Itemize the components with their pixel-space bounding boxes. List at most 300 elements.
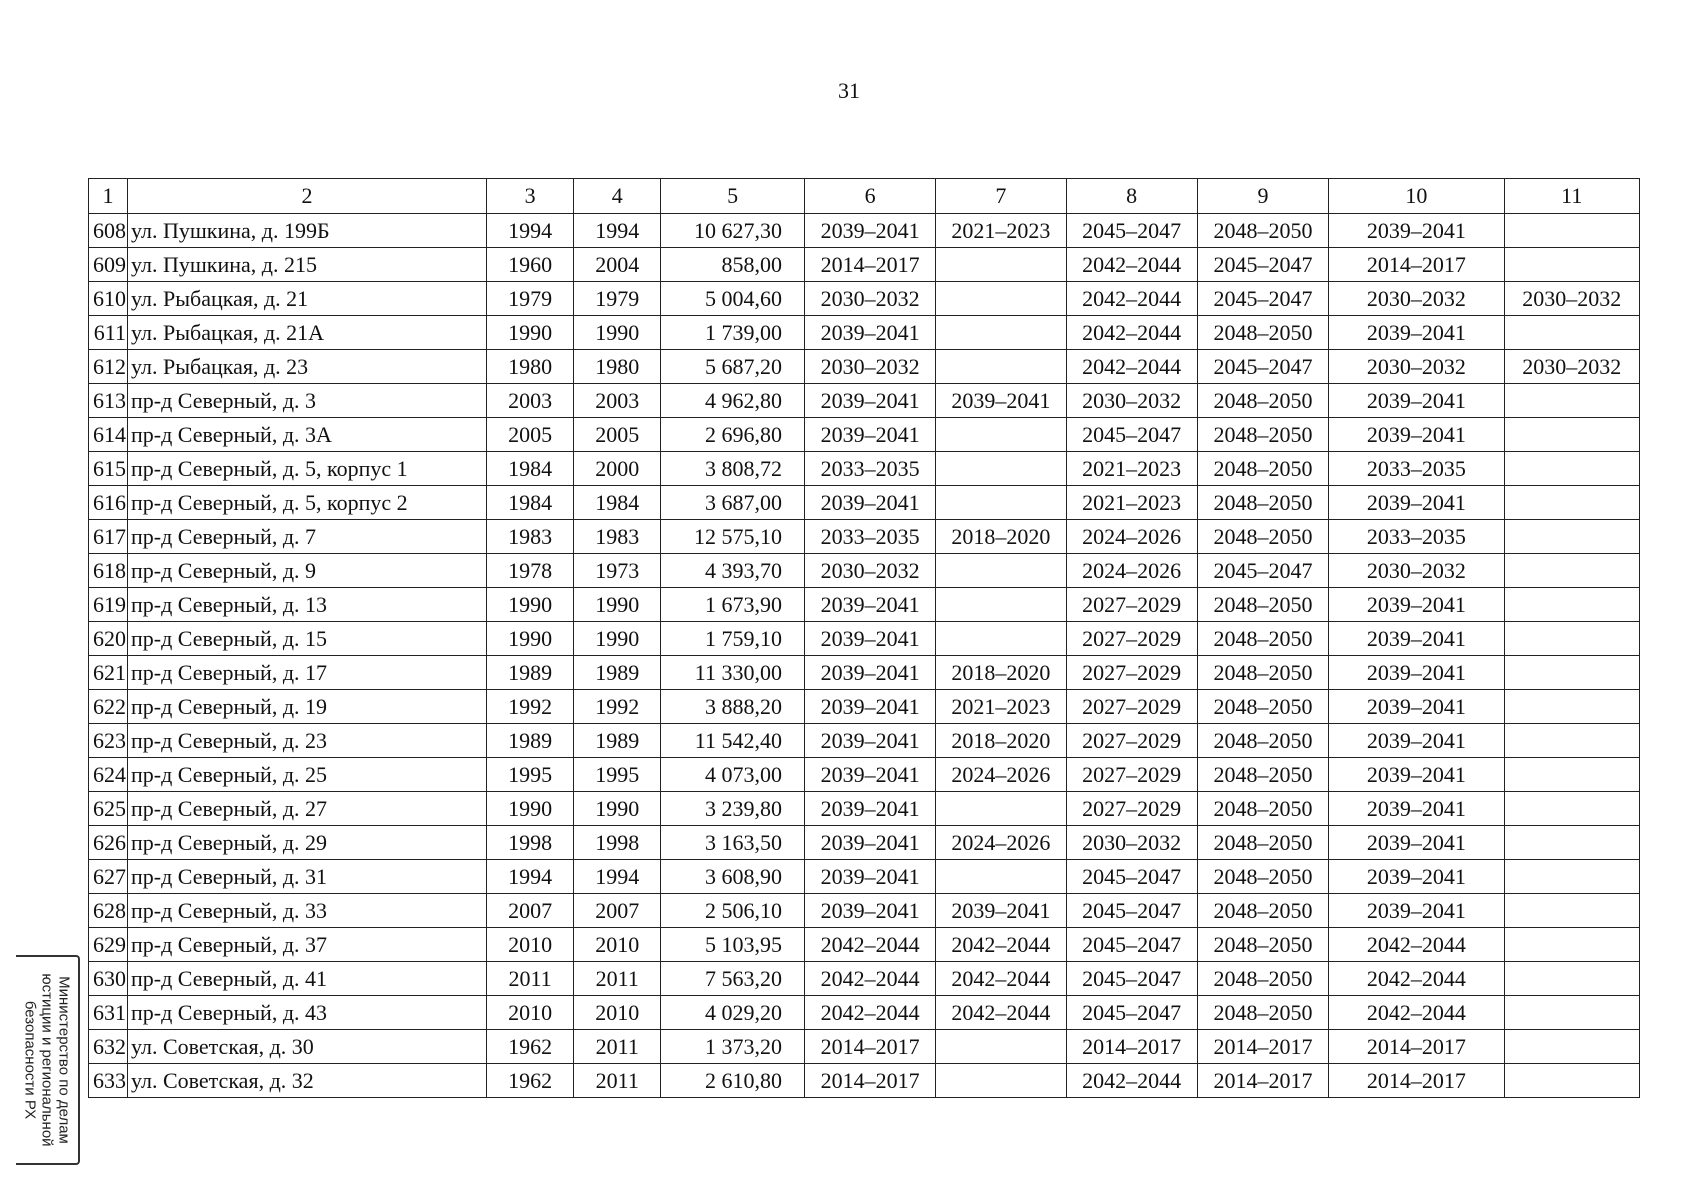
cell-col-7: 2039–2041	[936, 384, 1066, 418]
table-row	[89, 214, 1640, 248]
col-header-2: 2	[127, 179, 486, 214]
cell-col-11	[1504, 486, 1639, 520]
cell-col-7	[936, 452, 1066, 486]
cell-col-3: 1998	[486, 826, 573, 860]
cell-col-5: 12 575,10	[661, 520, 805, 554]
cell-col-9: 2048–2050	[1197, 316, 1328, 350]
cell-col-5: 5 687,20	[661, 350, 805, 384]
cell-col-4: 1998	[574, 826, 661, 860]
cell-col-6: 2039–2041	[804, 894, 935, 928]
cell-col-9: 2048–2050	[1197, 588, 1328, 622]
cell-col-1: 612	[89, 350, 128, 384]
table-row	[89, 928, 1640, 962]
cell-col-7: 2018–2020	[936, 520, 1066, 554]
cell-col-11	[1504, 826, 1639, 860]
table-row	[89, 724, 1640, 758]
cell-col-6: 2033–2035	[804, 452, 935, 486]
cell-col-3: 1983	[486, 520, 573, 554]
cell-col-2: пр-д Северный, д. 19	[127, 690, 486, 724]
cell-col-8: 2045–2047	[1066, 962, 1197, 996]
cell-col-8: 2045–2047	[1066, 418, 1197, 452]
cell-col-2: ул. Рыбацкая, д. 23	[127, 350, 486, 384]
cell-col-9: 2045–2047	[1197, 282, 1328, 316]
cell-col-9: 2048–2050	[1197, 520, 1328, 554]
cell-col-10: 2039–2041	[1329, 894, 1504, 928]
cell-col-11	[1504, 792, 1639, 826]
cell-col-7: 2042–2044	[936, 996, 1066, 1030]
cell-col-9: 2048–2050	[1197, 928, 1328, 962]
cell-col-8: 2027–2029	[1066, 588, 1197, 622]
cell-col-7	[936, 248, 1066, 282]
cell-col-6: 2033–2035	[804, 520, 935, 554]
cell-col-7	[936, 792, 1066, 826]
cell-col-4: 1990	[574, 316, 661, 350]
cell-col-11	[1504, 554, 1639, 588]
cell-col-3: 1994	[486, 860, 573, 894]
cell-col-8: 2042–2044	[1066, 316, 1197, 350]
cell-col-8: 2027–2029	[1066, 758, 1197, 792]
cell-col-6: 2039–2041	[804, 724, 935, 758]
col-header-4: 4	[574, 179, 661, 214]
cell-col-2: ул. Советская, д. 30	[127, 1030, 486, 1064]
cell-col-4: 2011	[574, 1064, 661, 1098]
cell-col-11	[1504, 384, 1639, 418]
cell-col-10: 2039–2041	[1329, 214, 1504, 248]
cell-col-2: пр-д Северный, д. 5, корпус 1	[127, 452, 486, 486]
cell-col-4: 1990	[574, 622, 661, 656]
cell-col-4: 2007	[574, 894, 661, 928]
cell-col-9: 2048–2050	[1197, 622, 1328, 656]
cell-col-4: 1995	[574, 758, 661, 792]
cell-col-7	[936, 350, 1066, 384]
cell-col-3: 1989	[486, 656, 573, 690]
cell-col-9: 2048–2050	[1197, 724, 1328, 758]
cell-col-4: 2004	[574, 248, 661, 282]
cell-col-4: 1983	[574, 520, 661, 554]
cell-col-8: 2042–2044	[1066, 350, 1197, 384]
cell-col-4: 1980	[574, 350, 661, 384]
cell-col-7: 2039–2041	[936, 894, 1066, 928]
cell-col-1: 618	[89, 554, 128, 588]
cell-col-2: пр-д Северный, д. 41	[127, 962, 486, 996]
cell-col-2: ул. Рыбацкая, д. 21А	[127, 316, 486, 350]
cell-col-5: 3 608,90	[661, 860, 805, 894]
cell-col-8: 2024–2026	[1066, 520, 1197, 554]
cell-col-2: пр-д Северный, д. 17	[127, 656, 486, 690]
cell-col-2: пр-д Северный, д. 29	[127, 826, 486, 860]
cell-col-6: 2039–2041	[804, 656, 935, 690]
cell-col-2: ул. Пушкина, д. 199Б	[127, 214, 486, 248]
cell-col-5: 11 330,00	[661, 656, 805, 690]
cell-col-4: 1973	[574, 554, 661, 588]
cell-col-2: пр-д Северный, д. 15	[127, 622, 486, 656]
cell-col-7	[936, 316, 1066, 350]
cell-col-11	[1504, 316, 1639, 350]
cell-col-7: 2024–2026	[936, 826, 1066, 860]
cell-col-6: 2039–2041	[804, 214, 935, 248]
cell-col-8: 2030–2032	[1066, 826, 1197, 860]
table-row	[89, 588, 1640, 622]
cell-col-4: 1989	[574, 656, 661, 690]
data-table	[88, 178, 1640, 1098]
cell-col-6: 2039–2041	[804, 826, 935, 860]
cell-col-3: 2010	[486, 996, 573, 1030]
cell-col-9: 2048–2050	[1197, 996, 1328, 1030]
table-row	[89, 282, 1640, 316]
cell-col-10: 2039–2041	[1329, 724, 1504, 758]
cell-col-3: 1978	[486, 554, 573, 588]
cell-col-11: 2030–2032	[1504, 282, 1639, 316]
cell-col-11	[1504, 690, 1639, 724]
cell-col-6: 2039–2041	[804, 316, 935, 350]
cell-col-5: 7 563,20	[661, 962, 805, 996]
cell-col-2: пр-д Северный, д. 23	[127, 724, 486, 758]
cell-col-9: 2045–2047	[1197, 248, 1328, 282]
table-row	[89, 758, 1640, 792]
cell-col-9: 2048–2050	[1197, 214, 1328, 248]
cell-col-11	[1504, 418, 1639, 452]
cell-col-2: ул. Рыбацкая, д. 21	[127, 282, 486, 316]
cell-col-8: 2021–2023	[1066, 452, 1197, 486]
cell-col-9: 2048–2050	[1197, 384, 1328, 418]
cell-col-5: 4 073,00	[661, 758, 805, 792]
cell-col-4: 2011	[574, 1030, 661, 1064]
cell-col-4: 1994	[574, 214, 661, 248]
cell-col-11	[1504, 962, 1639, 996]
cell-col-9: 2014–2017	[1197, 1030, 1328, 1064]
cell-col-1: 632	[89, 1030, 128, 1064]
table-row	[89, 418, 1640, 452]
cell-col-1: 627	[89, 860, 128, 894]
cell-col-9: 2048–2050	[1197, 894, 1328, 928]
cell-col-4: 2010	[574, 928, 661, 962]
cell-col-4: 1994	[574, 860, 661, 894]
cell-col-1: 617	[89, 520, 128, 554]
cell-col-1: 608	[89, 214, 128, 248]
cell-col-11	[1504, 214, 1639, 248]
cell-col-6: 2030–2032	[804, 350, 935, 384]
cell-col-1: 624	[89, 758, 128, 792]
cell-col-2: ул. Советская, д. 32	[127, 1064, 486, 1098]
table-row	[89, 826, 1640, 860]
cell-col-5: 3 808,72	[661, 452, 805, 486]
cell-col-8: 2045–2047	[1066, 928, 1197, 962]
cell-col-7	[936, 1064, 1066, 1098]
cell-col-5: 11 542,40	[661, 724, 805, 758]
cell-col-1: 610	[89, 282, 128, 316]
cell-col-3: 1989	[486, 724, 573, 758]
stamp-line: безопасности РХ	[21, 1000, 39, 1120]
cell-col-7	[936, 486, 1066, 520]
cell-col-10: 2039–2041	[1329, 690, 1504, 724]
cell-col-11	[1504, 1064, 1639, 1098]
table-row	[89, 962, 1640, 996]
cell-col-6: 2039–2041	[804, 758, 935, 792]
col-header-1: 1	[89, 179, 128, 214]
cell-col-2: пр-д Северный, д. 13	[127, 588, 486, 622]
cell-col-8: 2027–2029	[1066, 690, 1197, 724]
cell-col-11	[1504, 860, 1639, 894]
cell-col-8: 2045–2047	[1066, 996, 1197, 1030]
cell-col-10: 2014–2017	[1329, 248, 1504, 282]
table-row	[89, 622, 1640, 656]
cell-col-5: 2 506,10	[661, 894, 805, 928]
cell-col-5: 4 962,80	[661, 384, 805, 418]
cell-col-4: 2011	[574, 962, 661, 996]
table-row	[89, 520, 1640, 554]
cell-col-6: 2042–2044	[804, 928, 935, 962]
cell-col-7: 2042–2044	[936, 928, 1066, 962]
cell-col-3: 1994	[486, 214, 573, 248]
cell-col-10: 2042–2044	[1329, 962, 1504, 996]
cell-col-8: 2027–2029	[1066, 656, 1197, 690]
table-row	[89, 792, 1640, 826]
ministry-stamp	[16, 955, 80, 1165]
cell-col-5: 3 888,20	[661, 690, 805, 724]
table-row	[89, 248, 1640, 282]
cell-col-10: 2039–2041	[1329, 656, 1504, 690]
col-header-3: 3	[486, 179, 573, 214]
cell-col-4: 1990	[574, 588, 661, 622]
cell-col-1: 611	[89, 316, 128, 350]
cell-col-5: 1 373,20	[661, 1030, 805, 1064]
col-header-10: 10	[1329, 179, 1504, 214]
cell-col-6: 2042–2044	[804, 962, 935, 996]
table-row	[89, 350, 1640, 384]
cell-col-8: 2024–2026	[1066, 554, 1197, 588]
cell-col-7	[936, 282, 1066, 316]
cell-col-6: 2039–2041	[804, 860, 935, 894]
cell-col-9: 2045–2047	[1197, 350, 1328, 384]
cell-col-10: 2030–2032	[1329, 350, 1504, 384]
cell-col-3: 1995	[486, 758, 573, 792]
table-row	[89, 384, 1640, 418]
cell-col-9: 2048–2050	[1197, 826, 1328, 860]
cell-col-10: 2014–2017	[1329, 1030, 1504, 1064]
cell-col-1: 626	[89, 826, 128, 860]
page-number: 31	[838, 78, 860, 103]
cell-col-9: 2048–2050	[1197, 860, 1328, 894]
cell-col-1: 630	[89, 962, 128, 996]
cell-col-8: 2027–2029	[1066, 724, 1197, 758]
cell-col-6: 2039–2041	[804, 622, 935, 656]
cell-col-10: 2030–2032	[1329, 554, 1504, 588]
table-row	[89, 860, 1640, 894]
cell-col-11	[1504, 928, 1639, 962]
cell-col-6: 2039–2041	[804, 486, 935, 520]
stamp-line: юстиции и региональной	[38, 973, 56, 1147]
col-header-6: 6	[804, 179, 935, 214]
cell-col-9: 2048–2050	[1197, 962, 1328, 996]
cell-col-8: 2045–2047	[1066, 894, 1197, 928]
cell-col-8: 2027–2029	[1066, 792, 1197, 826]
cell-col-3: 2010	[486, 928, 573, 962]
cell-col-10: 2039–2041	[1329, 486, 1504, 520]
cell-col-11	[1504, 622, 1639, 656]
cell-col-10: 2033–2035	[1329, 520, 1504, 554]
table-row	[89, 1064, 1640, 1098]
table-row	[89, 894, 1640, 928]
cell-col-5: 3 687,00	[661, 486, 805, 520]
cell-col-7: 2042–2044	[936, 962, 1066, 996]
cell-col-6: 2014–2017	[804, 1030, 935, 1064]
cell-col-2: пр-д Северный, д. 3А	[127, 418, 486, 452]
cell-col-6: 2039–2041	[804, 792, 935, 826]
cell-col-8: 2014–2017	[1066, 1030, 1197, 1064]
cell-col-8: 2030–2032	[1066, 384, 1197, 418]
cell-col-10: 2039–2041	[1329, 758, 1504, 792]
cell-col-1: 631	[89, 996, 128, 1030]
header-row	[89, 179, 1640, 214]
cell-col-1: 625	[89, 792, 128, 826]
cell-col-5: 2 610,80	[661, 1064, 805, 1098]
cell-col-7	[936, 622, 1066, 656]
cell-col-7: 2021–2023	[936, 214, 1066, 248]
cell-col-7	[936, 418, 1066, 452]
cell-col-5: 1 739,00	[661, 316, 805, 350]
cell-col-4: 1992	[574, 690, 661, 724]
cell-col-11	[1504, 520, 1639, 554]
cell-col-9: 2048–2050	[1197, 486, 1328, 520]
cell-col-4: 1989	[574, 724, 661, 758]
cell-col-4: 1984	[574, 486, 661, 520]
cell-col-2: пр-д Северный, д. 31	[127, 860, 486, 894]
cell-col-3: 1990	[486, 588, 573, 622]
cell-col-9: 2048–2050	[1197, 452, 1328, 486]
table-row	[89, 656, 1640, 690]
cell-col-2: пр-д Северный, д. 7	[127, 520, 486, 554]
cell-col-1: 628	[89, 894, 128, 928]
cell-col-10: 2039–2041	[1329, 826, 1504, 860]
cell-col-10: 2039–2041	[1329, 622, 1504, 656]
cell-col-4: 2003	[574, 384, 661, 418]
cell-col-5: 3 239,80	[661, 792, 805, 826]
cell-col-5: 5 103,95	[661, 928, 805, 962]
cell-col-1: 616	[89, 486, 128, 520]
cell-col-8: 2027–2029	[1066, 622, 1197, 656]
cell-col-3: 1960	[486, 248, 573, 282]
table-row	[89, 316, 1640, 350]
cell-col-11	[1504, 724, 1639, 758]
cell-col-10: 2033–2035	[1329, 452, 1504, 486]
col-header-9: 9	[1197, 179, 1328, 214]
cell-col-6: 2014–2017	[804, 248, 935, 282]
cell-col-10: 2039–2041	[1329, 860, 1504, 894]
cell-col-11	[1504, 1030, 1639, 1064]
cell-col-4: 1990	[574, 792, 661, 826]
cell-col-9: 2048–2050	[1197, 656, 1328, 690]
table-row	[89, 996, 1640, 1030]
table-row	[89, 1030, 1640, 1064]
cell-col-3: 1980	[486, 350, 573, 384]
cell-col-1: 633	[89, 1064, 128, 1098]
cell-col-1: 621	[89, 656, 128, 690]
cell-col-10: 2042–2044	[1329, 996, 1504, 1030]
cell-col-9: 2048–2050	[1197, 758, 1328, 792]
cell-col-9: 2048–2050	[1197, 792, 1328, 826]
cell-col-2: пр-д Северный, д. 43	[127, 996, 486, 1030]
cell-col-5: 2 696,80	[661, 418, 805, 452]
table-row	[89, 486, 1640, 520]
cell-col-7	[936, 554, 1066, 588]
cell-col-3: 1979	[486, 282, 573, 316]
cell-col-5: 10 627,30	[661, 214, 805, 248]
cell-col-10: 2039–2041	[1329, 316, 1504, 350]
cell-col-6: 2039–2041	[804, 588, 935, 622]
cell-col-1: 613	[89, 384, 128, 418]
cell-col-11	[1504, 656, 1639, 690]
cell-col-3: 1962	[486, 1064, 573, 1098]
cell-col-1: 615	[89, 452, 128, 486]
cell-col-6: 2039–2041	[804, 418, 935, 452]
cell-col-11	[1504, 452, 1639, 486]
cell-col-7	[936, 1030, 1066, 1064]
cell-col-11	[1504, 248, 1639, 282]
cell-col-5: 1 673,90	[661, 588, 805, 622]
cell-col-2: пр-д Северный, д. 25	[127, 758, 486, 792]
cell-col-3: 2007	[486, 894, 573, 928]
cell-col-9: 2048–2050	[1197, 418, 1328, 452]
cell-col-2: пр-д Северный, д. 3	[127, 384, 486, 418]
cell-col-1: 629	[89, 928, 128, 962]
cell-col-5: 3 163,50	[661, 826, 805, 860]
cell-col-5: 4 393,70	[661, 554, 805, 588]
cell-col-7	[936, 588, 1066, 622]
cell-col-11	[1504, 996, 1639, 1030]
cell-col-3: 1990	[486, 622, 573, 656]
cell-col-8: 2042–2044	[1066, 282, 1197, 316]
table-row	[89, 690, 1640, 724]
cell-col-1: 614	[89, 418, 128, 452]
cell-col-8: 2042–2044	[1066, 1064, 1197, 1098]
cell-col-11	[1504, 588, 1639, 622]
cell-col-10: 2014–2017	[1329, 1064, 1504, 1098]
cell-col-1: 623	[89, 724, 128, 758]
cell-col-9: 2014–2017	[1197, 1064, 1328, 1098]
cell-col-3: 2011	[486, 962, 573, 996]
cell-col-7: 2021–2023	[936, 690, 1066, 724]
cell-col-6: 2039–2041	[804, 384, 935, 418]
col-header-5: 5	[661, 179, 805, 214]
table-body	[89, 214, 1640, 1098]
cell-col-7: 2024–2026	[936, 758, 1066, 792]
cell-col-6: 2014–2017	[804, 1064, 935, 1098]
cell-col-7: 2018–2020	[936, 656, 1066, 690]
cell-col-11	[1504, 894, 1639, 928]
col-header-11: 11	[1504, 179, 1639, 214]
cell-col-6: 2030–2032	[804, 282, 935, 316]
cell-col-1: 609	[89, 248, 128, 282]
cell-col-1: 622	[89, 690, 128, 724]
cell-col-2: ул. Пушкина, д. 215	[127, 248, 486, 282]
cell-col-9: 2045–2047	[1197, 554, 1328, 588]
cell-col-8: 2045–2047	[1066, 860, 1197, 894]
cell-col-1: 620	[89, 622, 128, 656]
cell-col-11: 2030–2032	[1504, 350, 1639, 384]
cell-col-3: 2005	[486, 418, 573, 452]
cell-col-3: 1990	[486, 316, 573, 350]
cell-col-5: 1 759,10	[661, 622, 805, 656]
cell-col-2: пр-д Северный, д. 9	[127, 554, 486, 588]
cell-col-6: 2039–2041	[804, 690, 935, 724]
cell-col-4: 2005	[574, 418, 661, 452]
cell-col-4: 2010	[574, 996, 661, 1030]
cell-col-8: 2045–2047	[1066, 214, 1197, 248]
cell-col-2: пр-д Северный, д. 5, корпус 2	[127, 486, 486, 520]
table-row	[89, 452, 1640, 486]
cell-col-3: 1990	[486, 792, 573, 826]
cell-col-2: пр-д Северный, д. 33	[127, 894, 486, 928]
